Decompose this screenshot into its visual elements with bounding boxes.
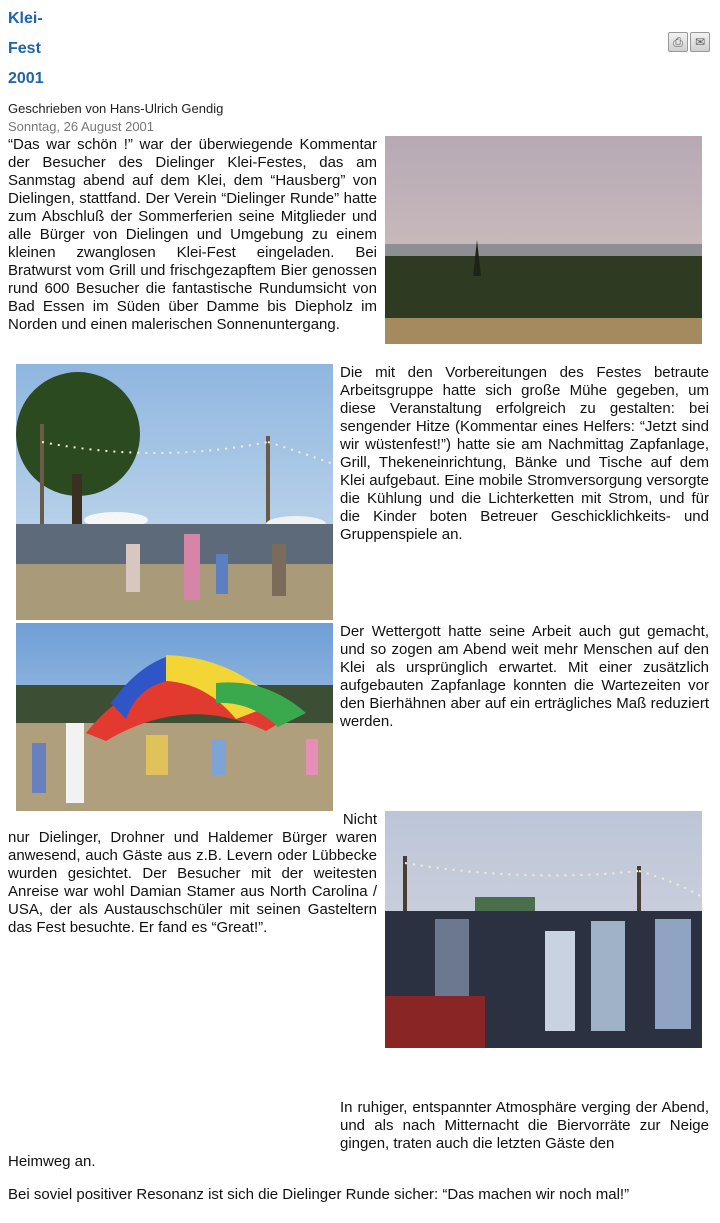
title-line: 2001 <box>8 70 44 87</box>
photo-festival-tree <box>16 364 333 620</box>
paragraph-evening: In ruhiger, entspannter Atmosphäre verging der Abend, und als nach Mitternacht die Biervorräte zur Neige gingen, traten auch die letzten Gäste den <box>340 1099 709 1152</box>
title-line: Klei- <box>8 10 43 27</box>
paragraph-intro: “Das war schön !” war der überwiegende Kommentar der Besucher des Dielinger Klei-Festes, das am Sanmstag abend auf dem Klei, dem “Hausberg” von Dielingen, stattfand. Der Verein “Dielinger Runde” hatte zum Abschluß der Sommerferien seine Mitglieder und alle Bürger von Dielingen und Umgebung zu einem kleinen zwanglosen Klei-Fest eingeladen. Bei Bratwurst vom Grill und frischgezapftem Bier genossen rund 600 Besucher die fantastische Rundumsicht von Bad Essen im Süden über Damme bis Diepholz im Norden und einen malerischen Sonnenuntergang. <box>8 136 377 333</box>
article-date: Sonntag, 26 August 2001 <box>8 119 155 134</box>
email-icon[interactable]: ✉ <box>690 32 710 52</box>
paragraph-guests-start: Nicht <box>342 811 377 828</box>
paragraph-guests: nur Dielinger, Drohner und Haldemer Bürger waren anwesend, auch Gäste aus z.B. Levern oder Lübbecke wurden gesichtet. Der Besucher mit der weitesten Anreise war wohl Damian Stamer aus North Carolina / USA, der als Austauschschüler mit seinen Gasteltern das Fest besuchte. Er fand es “Great!”. <box>8 829 377 936</box>
paragraph-evening-end: Heimweg an. <box>8 1153 96 1170</box>
photo-evening-crowd <box>385 811 702 1048</box>
article-title <box>8 4 88 94</box>
photo-parachute-game <box>16 623 333 811</box>
paragraph-preparation: Die mit den Vorbereitungen des Festes betraute Arbeitsgruppe hatte sich große Mühe gegeben, um diese Veranstaltung erfolgreich zu gestalten: bei sengender Hitze (Kommentar eines Helfers: “Jetzt sind wir wüstenfest!”) hatte sie am Nachmittag Zapfanlage, Grill, Thekeneinrichtung, Bänke und Tische auf dem Klei aufgebaut. Eine mobile Stromversorgung versorgte die Kühlung und die Lichterketten mit Strom, und für die Kinder boten Betreuer Geschicklichkeits- und Gruppenspiele an. <box>340 364 709 543</box>
article-author: Geschrieben von Hans-Ulrich Gendig <box>8 101 224 116</box>
print-icon[interactable]: ⎙ <box>668 32 688 52</box>
photo-landscape <box>385 136 702 344</box>
title-line: Fest <box>8 40 41 57</box>
article-actions <box>668 32 710 52</box>
paragraph-closing: Bei soviel positiver Resonanz ist sich die Dielinger Runde sicher: “Das machen wir noch mal!” <box>8 1186 630 1203</box>
paragraph-weather: Der Wettergott hatte seine Arbeit auch gut gemacht, und so zogen am Abend weit mehr Menschen auf den Klei als ursprünglich erwartet. Mit einer zusätzlich aufgebauten Zapfanlage konnten die Wartezeiten vor den Bierhähnen aber auf ein erträgliches Maß reduziert werden. <box>340 623 709 730</box>
